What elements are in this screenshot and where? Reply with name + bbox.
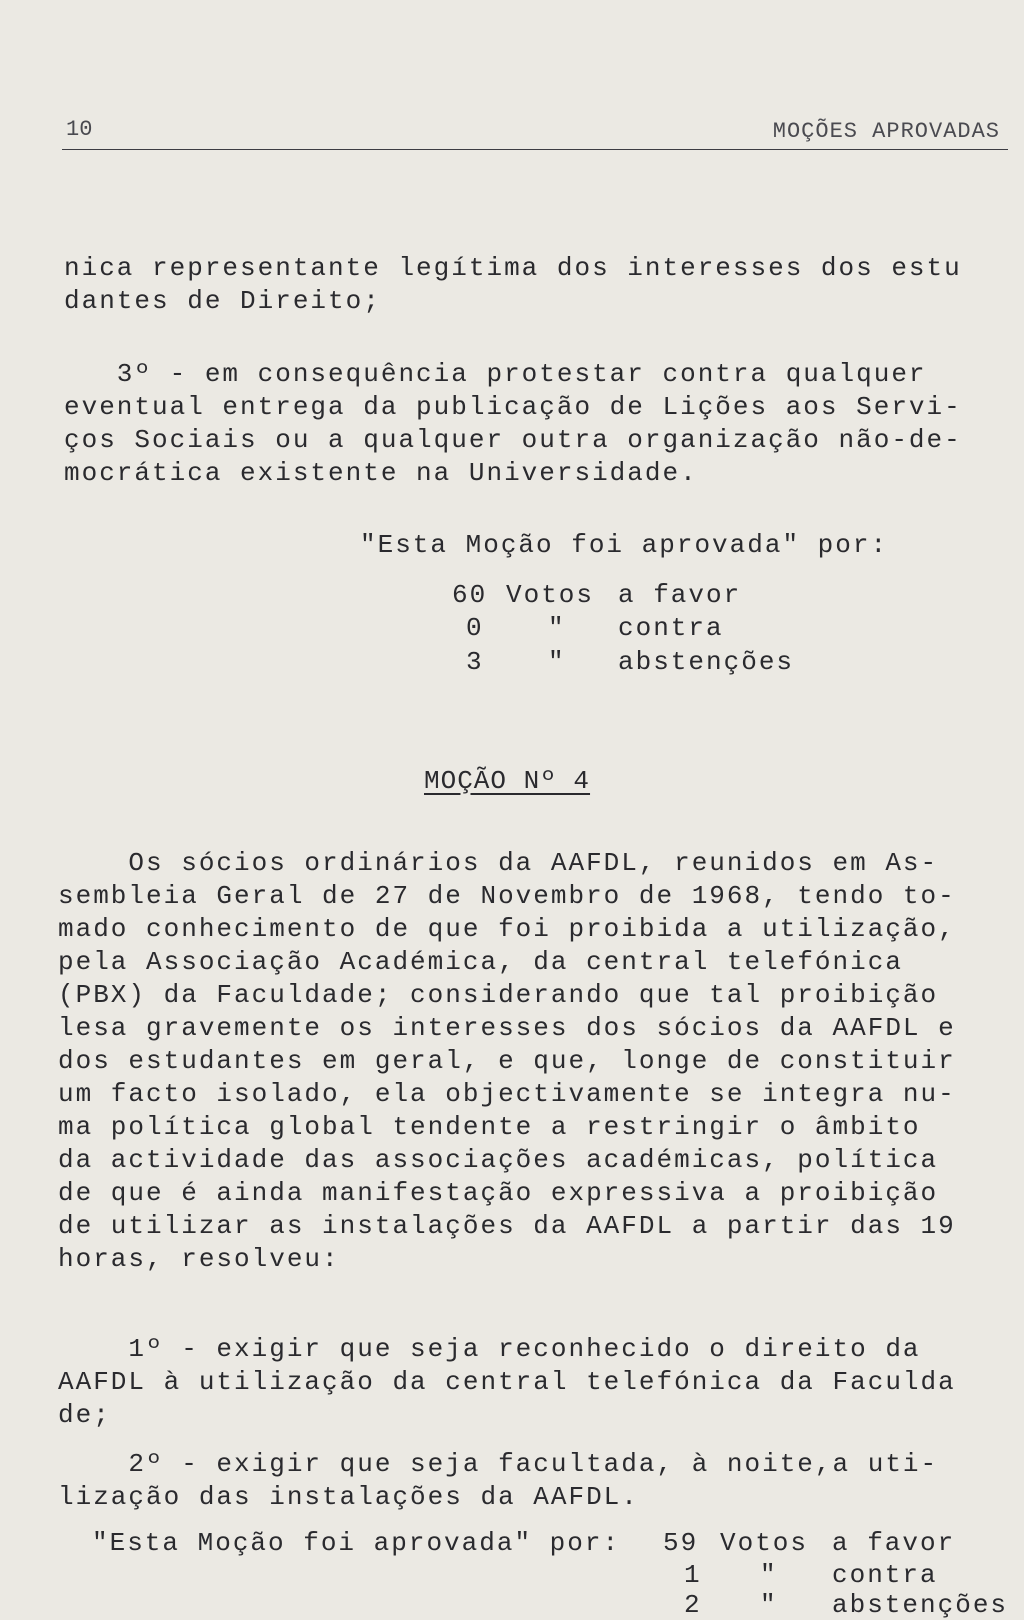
vote-mark: " (548, 613, 566, 643)
text-line: de; (58, 1400, 111, 1430)
section-title: MOÇÕES APROVADAS (772, 119, 1000, 144)
text-line: dos estudantes em geral, e que, longe de constituir (58, 1046, 956, 1076)
vote-mark: " (548, 647, 566, 677)
text-line: ma política global tendente a restringir o âmbito (58, 1112, 921, 1142)
text-line: 3º - em consequência protestar contra qualquer (64, 359, 927, 389)
vote-label: contra (832, 1560, 938, 1590)
vote-mark: " (760, 1560, 778, 1590)
motion-4-point-2 (58, 1448, 938, 1514)
text-line: 2º - exigir que seja facultada, à noite,a uti- (58, 1449, 939, 1479)
motion-4-body (58, 847, 956, 1276)
page-number: 10 (66, 117, 93, 142)
vote-label: contra (618, 613, 724, 643)
vote-count: 59 (663, 1528, 699, 1558)
vote-label: a favor (618, 580, 742, 610)
text-line: da actividade das associações académicas, política (58, 1145, 939, 1175)
vote-mark: Votos (720, 1528, 809, 1558)
vote-count: 3 (466, 647, 484, 677)
text-line: AAFDL à utilização da central telefónica da Faculda (58, 1367, 956, 1397)
text-line: eventual entrega da publicação de Lições aos Servi- (64, 392, 962, 422)
vote-count: 1 (684, 1560, 702, 1590)
text-line: um facto isolado, ela objectivamente se integra nu- (58, 1079, 956, 1109)
text-line: horas, resolveu: (58, 1244, 340, 1274)
text-line: dantes de Direito; (64, 286, 381, 316)
text-line: mado conhecimento de que foi proibida a utilização, (58, 914, 956, 944)
point-3-paragraph (64, 358, 962, 490)
vote-mark: " (760, 1590, 778, 1620)
vote-count: 2 (684, 1590, 702, 1620)
vote-intro: "Esta Moção foi aprovada" por: (92, 1528, 621, 1558)
text-line: mocrática existente na Universidade. (64, 458, 698, 488)
text-line: sembleia Geral de 27 de Novembro de 1968, tendo to- (58, 881, 956, 911)
vote-count: 60 (452, 580, 488, 610)
text-line: lização das instalações da AAFDL. (58, 1482, 639, 1512)
vote-mark: Votos (506, 580, 595, 610)
vote-count: 0 (466, 613, 484, 643)
text-line: nica representante legítima dos interesses dos estu (64, 253, 962, 283)
motion-4-heading: MOÇÃO Nº 4 (424, 766, 591, 796)
text-line: lesa gravemente os interesses dos sócios da AAFDL e (58, 1013, 956, 1043)
text-line: pela Associação Académica, da central telefónica (58, 947, 903, 977)
vote-label: a favor (832, 1528, 956, 1558)
continuation-paragraph (64, 252, 962, 318)
text-line: Os sócios ordinários da AAFDL, reunidos em As- (58, 848, 939, 878)
vote-label: abstenções (832, 1590, 1009, 1620)
text-line: de utilizar as instalações da AAFDL a partir das 19 (58, 1211, 956, 1241)
text-line: ços Sociais ou a qualquer outra organização não-de- (64, 425, 962, 455)
vote-intro: "Esta Moção foi aprovada" por: (360, 530, 889, 560)
text-line: (PBX) da Faculdade; considerando que tal proibição (58, 980, 939, 1010)
motion-4-point-1 (58, 1333, 956, 1432)
text-line: 1º - exigir que seja reconhecido o direito da (58, 1334, 921, 1364)
header-rule (62, 149, 1008, 150)
vote-label: abstenções (618, 647, 795, 677)
text-line: de que é ainda manifestação expressiva a proibição (58, 1178, 939, 1208)
